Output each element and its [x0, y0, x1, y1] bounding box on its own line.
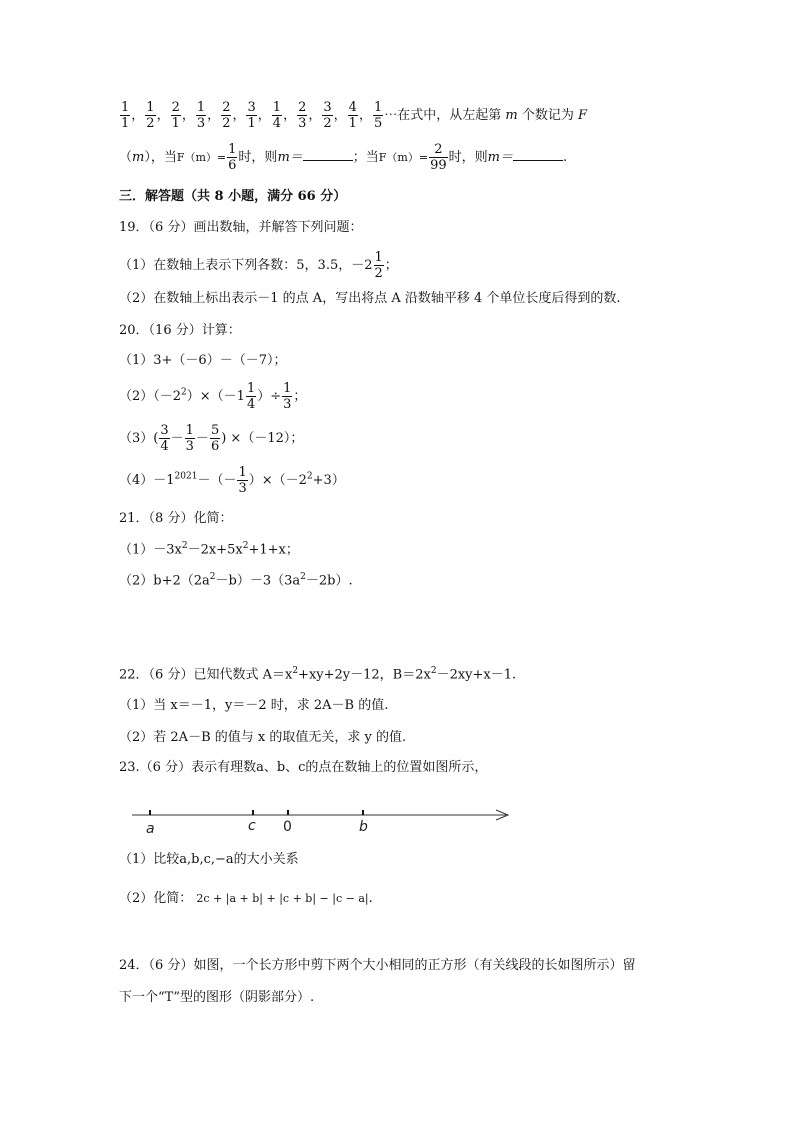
frac-den: 3 — [185, 439, 194, 454]
q21-p1-b: －2x+5x — [187, 542, 243, 558]
frac-den: 1 — [121, 116, 130, 131]
q18-end: . — [562, 150, 568, 165]
q19-part-2: （2）在数轴上标出表示－1 的点 A，写出将点 A 沿数轴平移 4 个单位长度后得到的数. — [119, 291, 621, 306]
q23-title: 23.（6 分）表示有理数a、b、c的点在数轴上的位置如图所示， — [119, 760, 488, 775]
q22-title-b: +xy+2y－12，B＝2x — [298, 667, 431, 683]
q19-part-1 — [119, 251, 398, 280]
q20-p4-c: ）×（－2 — [248, 473, 307, 488]
frac-num: 3 — [247, 100, 256, 115]
q20-p4-d: +3） — [312, 473, 345, 488]
q18-seq-fraction — [246, 101, 256, 130]
frac-num: 1 — [373, 100, 383, 115]
q23-part-1: （1）比较a,b,c,−a的大小关系 — [119, 852, 299, 867]
q20-part-2 — [119, 382, 306, 411]
q22-part-1: （1）当 x＝－1，y＝－2 时，求 2A－B 的值. — [119, 698, 389, 713]
q18-l2-open: （ — [119, 150, 133, 165]
q20-p4-a: （4）－1 — [119, 473, 175, 488]
q18-m-eq-2: m＝ — [487, 150, 513, 165]
q22-title-c: －2xy+x－1. — [436, 667, 517, 683]
q20-p2-c: ）÷ — [257, 389, 282, 404]
q21-p2-a: （2）b+2（2a — [119, 573, 210, 589]
q23-p2-expression: 2c + |a + b| + |c + b| − |c − a| — [196, 892, 369, 905]
q21-p1-sup2: 2 — [242, 541, 249, 551]
q21-title: 21．（8 分）化简： — [119, 511, 233, 526]
q20-part-3 — [119, 424, 303, 453]
q18-seq-fraction — [145, 101, 155, 130]
q18-seq-comma: ， — [257, 108, 271, 123]
number-line-diagram — [128, 800, 528, 840]
q18-seq-comma: ， — [181, 108, 195, 123]
frac-num: 1 — [374, 250, 383, 265]
frac-num: 3 — [160, 423, 169, 438]
frac-num: 1 — [228, 142, 237, 157]
section-heading: 三．解答题（共 8 小题，满分 66 分） — [119, 189, 347, 204]
q21-p1-sup1: 2 — [181, 541, 188, 551]
frac-num: 1 — [146, 100, 155, 115]
q20-p2-b: ）×（－1 — [186, 389, 245, 404]
frac-num: 1 — [185, 423, 194, 438]
q18-seq-fraction — [120, 101, 130, 130]
q18-seq-comma: ， — [207, 108, 221, 123]
q22-title-sup1: 2 — [292, 666, 299, 676]
q20-p2-a: （2）（－2 — [119, 389, 182, 404]
frac-num: 1 — [196, 100, 206, 115]
q18-seq-fraction — [322, 101, 332, 130]
q18-then-2: 时，则 — [448, 150, 488, 165]
q19-title: 19．（6 分）画出数轴，并解答下列问题： — [119, 220, 363, 235]
q18-line-1 — [119, 101, 587, 130]
q23-p2-end: . — [368, 891, 373, 906]
q18-seq-fraction — [348, 101, 358, 130]
q21-p2-sup1: 2 — [209, 572, 216, 582]
q24-line-2: 下一个“T”型的图形（阴影部分）. — [119, 990, 315, 1005]
q19-p1-frac — [374, 251, 384, 280]
q18-tail: ⋯在式中，从左起第 — [384, 108, 502, 123]
frac-den: 1 — [348, 116, 357, 131]
q23-p2-label: （2）化简： — [119, 891, 193, 906]
q20-p3-frac2 — [185, 424, 195, 453]
q18-F-m-1: F（m）= — [176, 151, 227, 164]
q18-seq-fraction — [221, 101, 231, 130]
frac-den: 4 — [272, 116, 282, 131]
q20-title: 20．（16 分）计算： — [119, 323, 241, 338]
frac-den: 5 — [373, 116, 383, 131]
frac-den: 2 — [222, 116, 231, 131]
q21-part-1 — [119, 542, 299, 556]
q18-l2-close: ），当 — [144, 150, 177, 165]
q23-part-2 — [119, 892, 373, 905]
q20-p3-minus1: － — [170, 431, 184, 446]
frac-den: 6 — [210, 439, 220, 454]
q18-seq-fraction — [196, 101, 206, 130]
q20-p2-frac2 — [282, 382, 292, 411]
frac-den: 99 — [430, 158, 447, 173]
q18-sep: ；当 — [352, 150, 379, 165]
frac-num: 1 — [121, 100, 130, 115]
frac-den: 2 — [146, 116, 155, 131]
q18-tail2: 个数记为 — [521, 108, 574, 123]
q20-p3-a: （3）( — [119, 431, 159, 446]
frac-num: 2 — [222, 100, 231, 115]
frac-den: 3 — [298, 116, 307, 131]
q20-part-4 — [119, 466, 345, 495]
frac-num: 2 — [298, 100, 307, 115]
frac-den: 6 — [228, 158, 237, 173]
q22-part-2: （2）若 2A－B 的值与 x 的取值无关，求 y 的值. — [119, 730, 407, 745]
frac-num: 2 — [171, 100, 180, 115]
q22-title — [119, 667, 516, 681]
q21-p2-b: －b）－3（3a — [215, 573, 301, 589]
q21-p1-c: +1+x； — [248, 542, 299, 558]
q19-p1-end: ； — [384, 258, 398, 273]
frac-num: 1 — [283, 381, 292, 396]
q20-p3-b: ) ×（－12）； — [221, 431, 304, 446]
q18-F-m-2: F（m）= — [378, 151, 429, 164]
q18-seq-comma: ， — [358, 108, 372, 123]
label-b: b — [359, 819, 368, 835]
q21-p2-sup2: 2 — [300, 572, 306, 582]
frac-num: 1 — [246, 381, 256, 396]
q18-seq-comma: ， — [131, 108, 145, 123]
q18-seq-fraction — [171, 101, 181, 130]
frac-num: 1 — [272, 100, 282, 115]
q20-p4-sup: 2021 — [174, 471, 198, 482]
q18-seq-fraction — [272, 101, 282, 130]
frac-den: 4 — [246, 397, 256, 412]
q20-p4-frac — [237, 466, 247, 495]
q20-p2-sup: 2 — [181, 387, 187, 398]
q20-p4-b: －（－ — [197, 473, 237, 488]
q18-frac-1 — [227, 143, 237, 172]
frac-den: 1 — [247, 116, 256, 131]
q24-line-1: 24．（6 分）如图，一个长方形中剪下两个大小相同的正方形（有关线段的长如图所示）留 — [119, 958, 636, 973]
q18-seq-comma: ， — [333, 108, 347, 123]
q18-frac-2 — [429, 143, 448, 172]
frac-num: 3 — [323, 100, 332, 115]
q22-title-a: 22．（6 分）已知代数式 A＝x — [119, 667, 293, 683]
q18-seq-comma: ， — [156, 108, 170, 123]
frac-den: 4 — [160, 439, 169, 454]
q21-part-2 — [119, 573, 353, 587]
q18-line-2 — [119, 143, 567, 172]
frac-num: 5 — [210, 423, 220, 438]
frac-den: 2 — [374, 266, 383, 281]
q22-title-sup2: 2 — [430, 666, 437, 676]
label-a: a — [146, 821, 155, 837]
q20-p3-frac1 — [159, 424, 169, 453]
q18-m-eq-1: m＝ — [277, 150, 303, 165]
q18-seq-comma: ， — [308, 108, 322, 123]
q20-p3-frac3 — [210, 424, 220, 453]
q21-p1-a: （1）－3x — [119, 542, 182, 558]
frac-den: 3 — [196, 116, 206, 131]
q18-seq-comma: ， — [283, 108, 297, 123]
q20-part-1: （1）3+（－6）－（－7）； — [119, 353, 287, 368]
answer-blank-2[interactable] — [513, 148, 563, 161]
q20-p4-sup2: 2 — [306, 471, 313, 482]
q21-p2-c: －2b）. — [305, 573, 353, 589]
q18-F-var: F — [578, 108, 588, 123]
q18-m-var: m — [505, 108, 518, 123]
frac-den: 3 — [283, 397, 292, 412]
frac-num: 2 — [429, 143, 448, 158]
label-c: c — [248, 818, 256, 834]
frac-den: 3 — [238, 481, 247, 496]
q18-seq-fraction — [373, 101, 383, 130]
frac-den: 1 — [171, 116, 180, 131]
answer-blank-1[interactable] — [303, 148, 353, 161]
q18-fraction-sequence — [119, 100, 384, 131]
q20-p2-frac1 — [246, 382, 256, 411]
q18-l2-m: m — [132, 150, 145, 165]
frac-num: 4 — [348, 100, 357, 115]
q20-p3-minus2: － — [195, 431, 209, 446]
q18-then-1: 时，则 — [238, 150, 278, 165]
label-0: 0 — [283, 819, 292, 835]
q18-seq-comma: ， — [232, 108, 246, 123]
q18-seq-fraction — [297, 101, 307, 130]
q20-p2-d: ； — [293, 389, 307, 404]
frac-den: 2 — [323, 116, 332, 131]
q19-p1-text: （1）在数轴上表示下列各数：5，3.5，－2 — [119, 258, 373, 273]
frac-num: 1 — [238, 465, 247, 480]
